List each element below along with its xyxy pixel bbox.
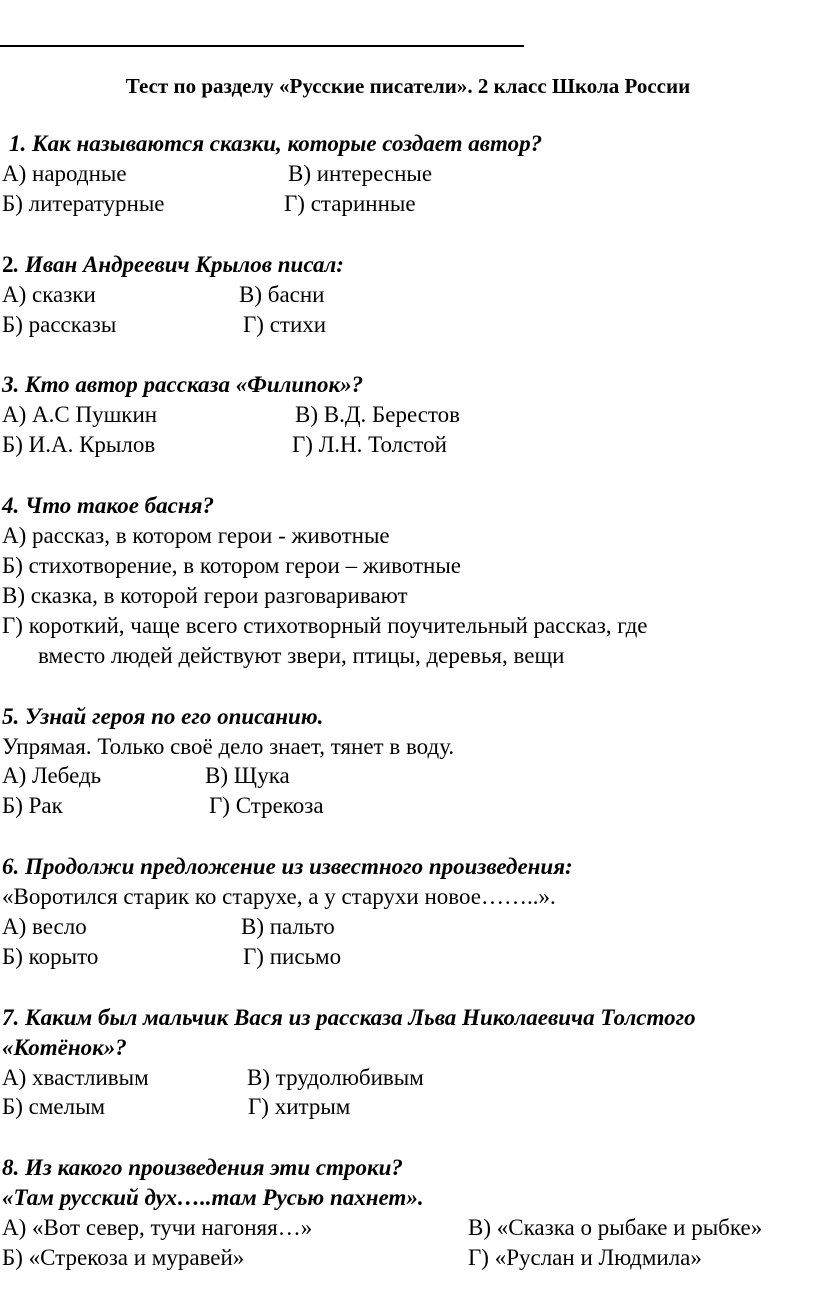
q7-option-v: В) трудолюбивым	[247, 1065, 424, 1090]
q3-option-a: А) А.С Пушкин	[2, 402, 158, 427]
q6-option-g: Г) письмо	[243, 944, 342, 969]
q5-option-a: А) Лебедь	[2, 763, 102, 788]
q4-option-g-line-1: Г) короткий, чаще всего стихотворный поучительный рассказ, где	[2, 613, 648, 638]
q4-option-g-line-2: вместо людей действуют звери, птицы, деревья, вещи	[38, 643, 565, 668]
q5-description: Упрямая. Только своё дело знает, тянет в воду.	[2, 734, 455, 759]
q3-option-b: Б) И.А. Крылов	[2, 432, 156, 457]
question-1: 1. Как называются сказки, которые создает автор?	[9, 131, 543, 156]
q2-row-1	[2, 281, 325, 309]
q8-option-a: А) «Вот север, тучи нагоняя…»	[2, 1215, 313, 1240]
q5-option-b: Б) Рак	[2, 793, 63, 818]
q8-option-g: Г) «Руслан и Людмила»	[468, 1245, 702, 1270]
q2-row-2	[2, 311, 327, 339]
q1-option-v: В) интересные	[288, 161, 433, 186]
q6-row-1	[2, 913, 335, 941]
q6-row-2	[2, 943, 342, 971]
q1-option-a: А) народные	[2, 161, 127, 186]
q5-row-2	[2, 792, 324, 820]
q6-option-b: Б) корыто	[2, 944, 99, 969]
q8-quote: «Там русский дух…..там Русью пахнет».	[2, 1185, 424, 1210]
q2-option-a: А) сказки	[2, 282, 96, 307]
question-7-line-2: «Котёнок»?	[2, 1035, 127, 1060]
q3-row-1	[2, 401, 461, 429]
q2-option-v: В) басни	[239, 282, 325, 307]
question-4: 4. Что такое басня?	[2, 493, 214, 518]
q6-quote: «Воротился старик ко старухе, а у старухи новое……..».	[2, 884, 556, 909]
q5-option-v: В) Щука	[205, 763, 290, 788]
q4-option-a: А) рассказ, в котором герои - животные	[2, 523, 390, 548]
question-2-text: . Иван Андреевич Крылов писал:	[13, 252, 344, 277]
q1-option-b: Б) литературные	[2, 191, 165, 216]
q6-option-v: В) пальто	[241, 914, 335, 939]
q2-option-b: Б) рассказы	[2, 312, 117, 337]
q1-row-2	[2, 190, 416, 218]
q7-row-1	[2, 1064, 424, 1092]
question-7-line-1: 7. Каким был мальчик Вася из рассказа Льва Николаевича Толстого	[2, 1005, 696, 1030]
top-rule	[0, 45, 524, 47]
question-8: 8. Из какого произведения эти строки?	[2, 1155, 403, 1180]
q8-row-1	[2, 1214, 763, 1242]
question-2	[2, 251, 344, 279]
q1-option-g: Г) старинные	[284, 191, 416, 216]
q7-option-a: А) хвастливым	[2, 1065, 149, 1090]
page-title: Тест по разделу «Русские писатели». 2 класс Школа России	[125, 74, 691, 98]
q5-option-g: Г) Стрекоза	[209, 793, 324, 818]
q7-option-b: Б) смелым	[2, 1094, 106, 1119]
q2-option-g: Г) стихи	[243, 312, 327, 337]
question-6: 6. Продолжи предложение из известного произведения:	[2, 854, 573, 879]
question-2-number: 2	[2, 252, 14, 277]
question-5: 5. Узнай героя по его описанию.	[2, 704, 324, 729]
q4-option-b: Б) стихотворение, в котором герои – животные	[2, 553, 461, 578]
q8-option-v: В) «Сказка о рыбаке и рыбке»	[468, 1215, 763, 1240]
q4-option-v: В) сказка, в которой герои разговаривают	[2, 583, 408, 608]
q3-row-2	[2, 431, 447, 459]
q7-option-g: Г) хитрым	[248, 1094, 351, 1119]
q7-row-2	[2, 1093, 351, 1121]
q8-option-b: Б) «Стрекоза и муравей»	[2, 1245, 245, 1270]
q6-option-a: А) весло	[2, 914, 87, 939]
q3-option-v: В) В.Д. Берестов	[295, 402, 461, 427]
question-3: 3. Кто автор рассказа «Филипок»?	[2, 372, 364, 397]
q8-row-2	[2, 1244, 702, 1272]
q1-row-1	[2, 160, 433, 188]
q3-option-g: Г) Л.Н. Толстой	[292, 432, 447, 457]
q5-row-1	[2, 762, 290, 790]
